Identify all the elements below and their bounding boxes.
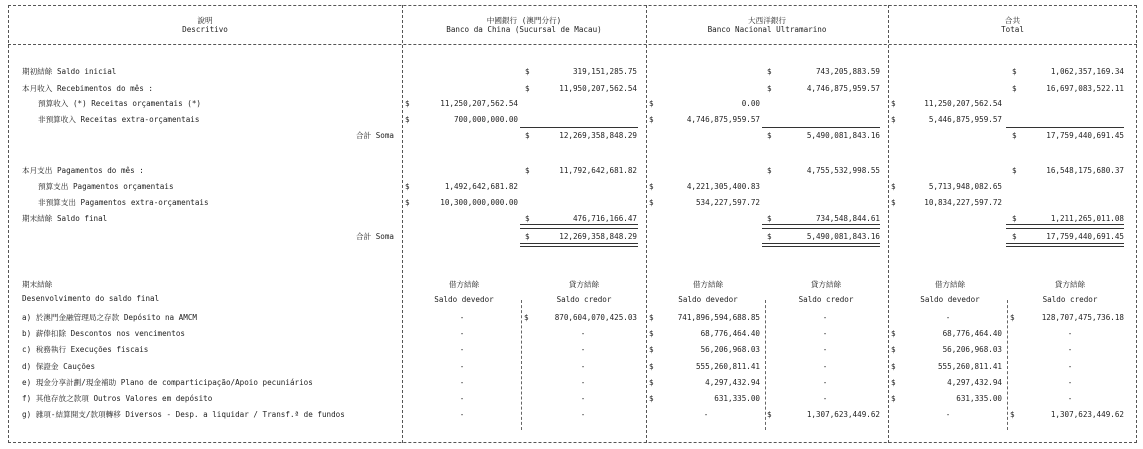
- dash-value: -: [703, 410, 709, 420]
- currency-sign: $: [525, 67, 530, 76]
- amount-value: 534,227,597.72: [695, 198, 760, 207]
- amount-value: 1,211,265,011.08: [1050, 214, 1124, 223]
- desenvolvimento-row: f) 其他存放之款項 Outros Valores em depósito: [22, 394, 213, 403]
- currency-sign: $: [525, 166, 530, 175]
- header-banco-china: 中國銀行 (澳門分行) Banco da China (Sucursal de Macau): [446, 16, 602, 34]
- currency-sign: $: [405, 99, 410, 108]
- currency-sign: $: [767, 67, 772, 76]
- row-label-saldo_inicial: 期初結餘 Saldo inicial: [22, 67, 117, 76]
- saldo-devedor-zh: 借方結餘: [448, 280, 480, 289]
- row-label-saldo_final: 期末結餘 Saldo final: [22, 214, 108, 223]
- currency-sign: $: [767, 232, 772, 241]
- desenvolvimento-row: b) 薪俸扣除 Descontos nos vencimentos: [22, 329, 185, 339]
- currency-sign: $: [649, 182, 654, 191]
- currency-sign: $: [891, 345, 896, 355]
- amount-value: 1,307,623,449.62: [1050, 410, 1124, 420]
- saldo-credor-header: Saldo credor: [1042, 295, 1098, 304]
- amount-value: 555,260,811.41: [937, 361, 1002, 371]
- row-label-pag_orc: 預算支出 Pagamentos orçamentais: [38, 182, 174, 191]
- dash-value: -: [822, 329, 828, 339]
- amount-value: 4,746,875,959.57: [806, 84, 880, 93]
- dash-value: -: [945, 313, 951, 322]
- amount-value: 734,548,844.61: [815, 214, 880, 223]
- row-label-pagamentos: 本月支出 Pagamentos do mês :: [22, 166, 144, 175]
- row-label-pag_extra: 非預算支出 Pagamentos extra-orçamentais: [38, 198, 209, 207]
- sum-underline: [1006, 127, 1124, 128]
- currency-sign: $: [649, 361, 654, 371]
- double-underline: [520, 243, 638, 247]
- saldo-credor-zh: 貸方結餘: [810, 280, 842, 289]
- saldo-devedor-zh: 借方結餘: [934, 280, 966, 289]
- currency-sign: $: [891, 377, 896, 387]
- dash-value: -: [1067, 377, 1073, 387]
- row-label-rec_extra: 非預算收入 Receitas extra-orçamentais: [38, 115, 200, 124]
- currency-sign: $: [405, 182, 410, 191]
- dash-value: -: [822, 345, 828, 355]
- amount-value: 56,206,968.03: [942, 345, 1002, 355]
- desenvolvimento-row: g) 雜項-結算開支/款項轉移 Diversos - Desp. a liquidar / Transf.ª de fundos: [22, 410, 345, 420]
- amount-value: 17,759,440,691.45: [1046, 232, 1124, 241]
- currency-sign: $: [524, 313, 529, 322]
- dash-value: -: [1067, 329, 1073, 339]
- amount-value: 16,697,083,522.11: [1046, 84, 1124, 93]
- currency-sign: $: [525, 232, 530, 241]
- dash-value: -: [1067, 361, 1073, 371]
- desenvolvimento-row: a) 於澳門金融管理局之存款 Depósito na AMCM: [22, 313, 197, 322]
- currency-sign: $: [649, 115, 654, 124]
- saldo-devedor-header: Saldo devedor: [434, 295, 494, 304]
- amount-value: 631,335.00: [714, 394, 760, 403]
- sum-underline: [762, 228, 880, 229]
- currency-sign: $: [405, 115, 410, 124]
- saldo-credor-zh: 貸方結餘: [568, 280, 600, 289]
- currency-sign: $: [525, 84, 530, 93]
- dash-value: -: [459, 394, 465, 403]
- amount-value: 555,260,811.41: [695, 361, 760, 371]
- currency-sign: $: [649, 313, 654, 322]
- double-underline: [1006, 243, 1124, 247]
- amount-value: 17,759,440,691.45: [1046, 131, 1124, 140]
- section-title-pt: Desenvolvimento do saldo final: [22, 294, 160, 303]
- header-total: 合共 Total: [1001, 16, 1024, 34]
- soma-label: 合計 Soma: [355, 131, 394, 140]
- currency-sign: $: [1012, 84, 1017, 93]
- amount-value: 11,792,642,681.82: [559, 166, 637, 175]
- header-descritivo: 說明 Descritivo: [182, 16, 228, 34]
- soma-label: 合計 Soma: [355, 232, 394, 241]
- dash-value: -: [459, 377, 465, 387]
- subcolumn-divider: [1007, 300, 1008, 430]
- dash-value: -: [822, 377, 828, 387]
- currency-sign: $: [1012, 67, 1017, 76]
- column-divider: [402, 5, 403, 443]
- currency-sign: $: [767, 131, 772, 140]
- amount-value: 11,950,207,562.54: [559, 84, 637, 93]
- currency-sign: $: [1010, 410, 1015, 420]
- sum-underline: [1006, 228, 1124, 229]
- amount-value: 631,335.00: [956, 394, 1002, 403]
- row-label-rec_orc: 預算收入 (*) Receitas orçamentais (*): [38, 99, 201, 108]
- header-bnu: 大西洋銀行 Banco Nacional Ultramarino: [707, 16, 827, 34]
- currency-sign: $: [1012, 232, 1017, 241]
- amount-value: 16,548,175,680.37: [1046, 166, 1124, 175]
- currency-sign: $: [891, 198, 896, 207]
- subcolumn-divider: [521, 300, 522, 430]
- currency-sign: $: [525, 214, 530, 223]
- amount-value: 870,604,070,425.03: [554, 313, 637, 322]
- header-divider: [8, 44, 1137, 45]
- amount-value: 10,834,227,597.72: [924, 198, 1002, 207]
- amount-value: 4,297,432.94: [947, 377, 1002, 387]
- currency-sign: $: [1012, 131, 1017, 140]
- currency-sign: $: [891, 361, 896, 371]
- currency-sign: $: [891, 99, 896, 108]
- amount-value: 68,776,464.40: [700, 329, 760, 339]
- currency-sign: $: [891, 182, 896, 191]
- currency-sign: $: [649, 345, 654, 355]
- column-divider: [646, 5, 647, 443]
- amount-value: 5,490,081,843.16: [806, 232, 880, 241]
- amount-value: 10,300,000,000.00: [440, 198, 518, 207]
- amount-value: 11,250,207,562.54: [440, 99, 518, 108]
- currency-sign: $: [891, 329, 896, 339]
- amount-value: 700,000,000.00: [453, 115, 518, 124]
- saldo-credor-header: Saldo credor: [798, 295, 854, 304]
- dash-value: -: [580, 377, 586, 387]
- dash-value: -: [822, 394, 828, 403]
- saldo-credor-zh: 貸方結餘: [1054, 280, 1086, 289]
- column-divider: [888, 5, 889, 443]
- dash-value: -: [459, 361, 465, 371]
- amount-value: 1,492,642,681.82: [444, 182, 518, 191]
- section-title-zh: 期末結餘: [22, 280, 53, 289]
- amount-value: 128,707,475,736.18: [1041, 313, 1124, 322]
- dash-value: -: [459, 313, 465, 322]
- currency-sign: $: [767, 214, 772, 223]
- dash-value: -: [459, 410, 465, 420]
- amount-value: 0.00: [741, 99, 760, 108]
- amount-value: 319,151,285.75: [572, 67, 637, 76]
- currency-sign: $: [405, 198, 410, 207]
- amount-value: 476,716,166.47: [572, 214, 637, 223]
- dash-value: -: [580, 361, 586, 371]
- sum-underline: [520, 127, 638, 128]
- dash-value: -: [1067, 394, 1073, 403]
- double-underline: [762, 243, 880, 247]
- saldo-devedor-zh: 借方結餘: [692, 280, 724, 289]
- currency-sign: $: [1012, 214, 1017, 223]
- amount-value: 5,446,875,959.57: [928, 115, 1002, 124]
- amount-value: 68,776,464.40: [942, 329, 1002, 339]
- currency-sign: $: [1012, 166, 1017, 175]
- amount-value: 1,062,357,169.34: [1050, 67, 1124, 76]
- amount-value: 11,250,207,562.54: [924, 99, 1002, 108]
- amount-value: 5,490,081,843.16: [806, 131, 880, 140]
- amount-value: 4,221,305,400.83: [686, 182, 760, 191]
- currency-sign: $: [767, 166, 772, 175]
- currency-sign: $: [525, 131, 530, 140]
- dash-value: -: [459, 329, 465, 339]
- amount-value: 12,269,358,848.29: [559, 232, 637, 241]
- currency-sign: $: [767, 84, 772, 93]
- currency-sign: $: [649, 394, 654, 403]
- dash-value: -: [580, 345, 586, 355]
- currency-sign: $: [891, 115, 896, 124]
- amount-value: 56,206,968.03: [700, 345, 760, 355]
- saldo-credor-header: Saldo credor: [556, 295, 612, 304]
- currency-sign: $: [767, 410, 772, 420]
- dash-value: -: [459, 345, 465, 355]
- currency-sign: $: [1010, 313, 1015, 322]
- amount-value: 4,297,432.94: [705, 377, 760, 387]
- currency-sign: $: [891, 394, 896, 403]
- row-label-recebimentos: 本月收入 Recebimentos do mês :: [22, 84, 153, 93]
- amount-value: 5,713,948,082.65: [928, 182, 1002, 191]
- amount-value: 12,269,358,848.29: [559, 131, 637, 140]
- dash-value: -: [822, 313, 828, 322]
- final-underline: [520, 224, 638, 225]
- amount-value: 741,896,594,688.85: [677, 313, 760, 322]
- dash-value: -: [1067, 345, 1073, 355]
- amount-value: 4,746,875,959.57: [686, 115, 760, 124]
- dash-value: -: [822, 361, 828, 371]
- desenvolvimento-row: c) 稅務執行 Execuções fiscais: [22, 345, 149, 355]
- amount-value: 1,307,623,449.62: [806, 410, 880, 420]
- currency-sign: $: [649, 377, 654, 387]
- amount-value: 743,205,883.59: [815, 67, 880, 76]
- amount-value: 4,755,532,998.55: [806, 166, 880, 175]
- currency-sign: $: [649, 329, 654, 339]
- desenvolvimento-row: d) 保證金 Cauções: [22, 361, 96, 371]
- sum-underline: [520, 228, 638, 229]
- saldo-devedor-header: Saldo devedor: [920, 295, 980, 304]
- sum-underline: [762, 127, 880, 128]
- final-underline: [762, 224, 880, 225]
- currency-sign: $: [649, 99, 654, 108]
- dash-value: -: [945, 410, 951, 420]
- desenvolvimento-row: e) 現金分享計劃/現金補助 Plano de comparticipação/Apoio pecuniários: [22, 377, 313, 387]
- dash-value: -: [580, 410, 586, 420]
- dash-value: -: [580, 394, 586, 403]
- final-underline: [1006, 224, 1124, 225]
- subcolumn-divider: [765, 300, 766, 430]
- dash-value: -: [580, 329, 586, 339]
- saldo-devedor-header: Saldo devedor: [678, 295, 738, 304]
- currency-sign: $: [649, 198, 654, 207]
